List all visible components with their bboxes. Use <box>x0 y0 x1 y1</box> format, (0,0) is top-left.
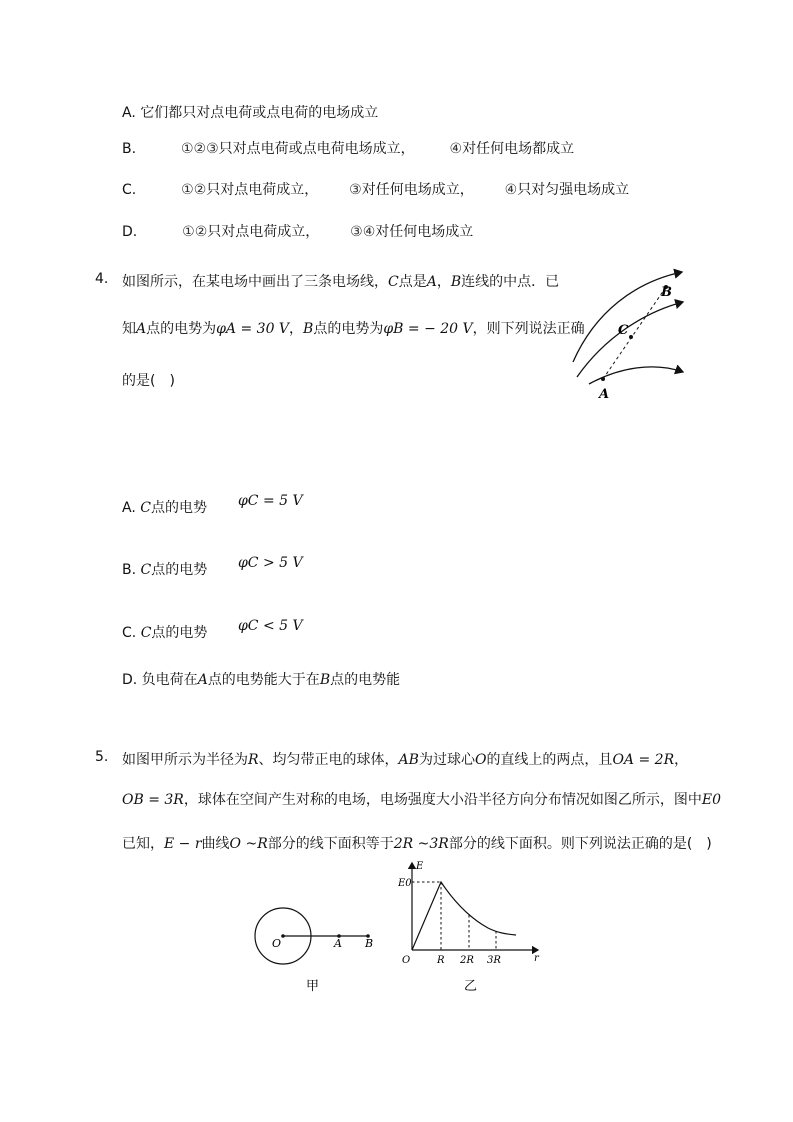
q4-option-d <box>122 669 400 689</box>
var-c: C <box>140 625 152 641</box>
option-text: 只对点电荷或点电荷电场成立， <box>218 141 415 157</box>
text: 点的电势为 <box>313 321 384 337</box>
q3-option-d <box>122 221 473 241</box>
q4-stem-line2 <box>122 318 585 338</box>
circled-numbers: ①②③ <box>180 141 219 157</box>
option-text: 点的电势能大于在 <box>207 672 320 688</box>
var-ab: AB <box>398 752 419 768</box>
option-text: 只对匀强电场成立 <box>517 182 630 198</box>
var-c: C <box>388 274 399 290</box>
option-text: D. 负电荷在 <box>122 672 198 688</box>
option-text: 对任何电场成立 <box>375 224 474 240</box>
var-b: B <box>319 672 331 688</box>
label-b: B <box>661 285 672 300</box>
e-r-curve <box>412 882 516 950</box>
circled-numbers: ③④ <box>350 224 376 240</box>
text: ， <box>436 274 451 290</box>
option-text: 对任何电场都成立 <box>462 141 575 157</box>
q3-option-a: A. 它们都只对点电荷或点电荷的电场成立 <box>122 105 379 121</box>
q4-stem-line1 <box>122 271 559 291</box>
label-c: C <box>618 323 629 338</box>
option-label: B. <box>122 562 137 578</box>
option-text: 点的电势 <box>151 562 208 578</box>
option-text: 点的电势能 <box>330 672 401 688</box>
e-r-expr: E − r <box>164 836 202 852</box>
point-a <box>601 377 605 381</box>
q4-stem-line3: 的是( ) <box>122 373 175 389</box>
option-text: 只对点电荷成立， <box>207 224 320 240</box>
label-e: E <box>416 861 424 872</box>
ob-formula: OB = 3R <box>122 792 184 808</box>
option-label: C. <box>122 182 137 198</box>
q3-option-c <box>122 179 629 199</box>
label-a: A <box>334 937 342 950</box>
text: 点是 <box>398 274 427 290</box>
text: 、均匀带正电的球体， <box>258 752 399 768</box>
option-text: 对任何电场成立， <box>361 182 474 198</box>
text: 已知， <box>122 836 164 852</box>
text: 如图甲所示为半径为 <box>122 752 248 768</box>
caption-jia: 甲 <box>306 979 320 994</box>
q4-option-a-formula: φC = 5 V <box>238 493 303 509</box>
text: 部分的线下面积。则下列说法正确的是( ) <box>448 836 712 852</box>
q4-option-b <box>122 559 207 579</box>
text: 点的电势为 <box>146 321 217 337</box>
option-label: C. <box>122 625 137 641</box>
var-a: A <box>136 321 147 337</box>
text: 部分的线下面积等于 <box>267 836 394 852</box>
circled-numbers: ③ <box>349 182 362 198</box>
point-o <box>281 934 285 938</box>
text: ， <box>674 752 689 768</box>
label-b: B <box>365 937 374 950</box>
var-b: B <box>450 274 462 290</box>
label-r: R <box>437 955 445 966</box>
field-line-bottom <box>589 367 683 384</box>
point-c <box>629 335 633 339</box>
label-o: O <box>402 955 411 966</box>
option-label: D. <box>122 224 138 240</box>
q4-option-a <box>122 497 207 517</box>
label-a: A <box>599 387 610 402</box>
e-r-graph <box>398 855 548 995</box>
q5-stem-line3 <box>122 833 712 853</box>
field-line-middle <box>577 302 683 377</box>
range-2r-3r: 2R ~3R <box>393 836 449 852</box>
oa-formula: OA = 2R <box>612 752 675 768</box>
text: 知 <box>122 321 136 337</box>
dashed-line-ab <box>603 287 666 379</box>
range-0-r: O ~R <box>229 836 268 852</box>
q4-option-c-formula: φC < 5 V <box>238 618 303 634</box>
var-c: C <box>140 562 152 578</box>
circled-numbers: ①② <box>181 182 207 198</box>
var-c: C <box>140 500 151 516</box>
q4-number: 4. <box>95 271 109 287</box>
label-r-axis: r <box>534 953 539 964</box>
phi-a-formula: φA = 30 V <box>216 321 290 337</box>
q5-number: 5. <box>95 749 109 765</box>
e0-symbol: E0 <box>701 792 721 808</box>
var-a: A <box>426 274 437 290</box>
var-o: O <box>474 752 487 768</box>
label-2r: 2R <box>460 955 474 966</box>
field-lines-figure <box>565 262 690 402</box>
phi-b-formula: φB = − 20 V <box>383 321 473 337</box>
option-text: 点的电势 <box>151 625 208 641</box>
text: 如图所示，在某电场中画出了三条电场线， <box>122 274 388 290</box>
text: 为过球心 <box>418 752 475 768</box>
option-text: 只对点电荷成立， <box>206 182 319 198</box>
label-o: O <box>272 937 282 950</box>
var-r: R <box>248 752 259 768</box>
q5-stem-line1 <box>122 749 688 769</box>
circled-numbers: ④ <box>449 141 463 157</box>
label-e0: E0 <box>398 878 412 889</box>
text: 曲线 <box>201 836 230 852</box>
option-label: B. <box>122 141 137 157</box>
caption-yi: 乙 <box>464 979 478 994</box>
sphere-figure <box>250 900 390 995</box>
option-text: 点的电势 <box>150 500 207 516</box>
var-b: B <box>303 321 314 337</box>
q4-option-b-formula: φC > 5 V <box>238 555 303 571</box>
text: 连线的中点．已 <box>461 274 560 290</box>
circled-numbers: ①② <box>182 224 208 240</box>
var-a: A <box>197 672 208 688</box>
option-label: A. <box>122 500 136 516</box>
text: ，球体在空间产生对称的电场，电场强度大小沿半径方向分布情况如图乙所示，图中 <box>183 792 702 808</box>
label-3r: 3R <box>487 955 501 966</box>
text: 的直线上的两点，且 <box>486 752 613 768</box>
q4-option-c <box>122 622 207 642</box>
text: ，则下列说法正确 <box>472 321 585 337</box>
q3-option-b <box>122 138 574 158</box>
q5-stem-line2 <box>122 789 721 809</box>
circled-numbers: ④ <box>504 182 518 198</box>
text: ， <box>289 321 304 337</box>
